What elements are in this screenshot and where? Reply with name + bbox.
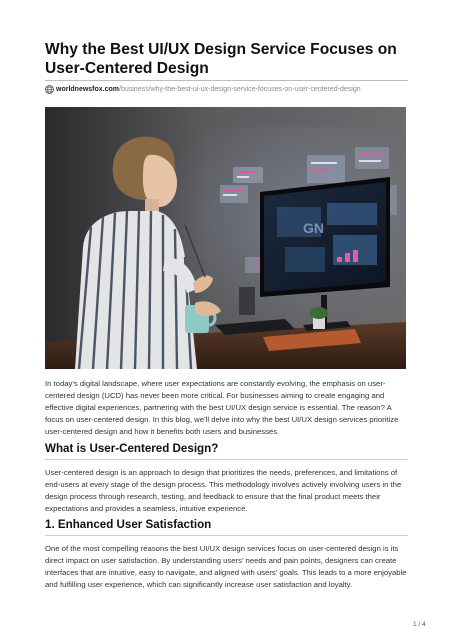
section-heading-user-satisfaction: 1. Enhanced User Satisfaction (45, 518, 212, 531)
page-number: 1 / 4 (413, 621, 426, 628)
monitor-screen-text: GN (303, 220, 324, 236)
title-divider (45, 80, 408, 81)
globe-icon (45, 85, 54, 94)
article-title: Why the Best UI/UX Design Service Focuses on User-Centered Design (45, 41, 397, 77)
intro-paragraph: In today’s digital landscape, where user expectations are constantly evolving, the emphasis on user-centered design (UCD) has never been more critical. For businesses aiming to create engaging and effective digital experiences, partnering with the best UI/UX design service is essential. The reason? A focus on user-centered design. In this blog, we’ll delve into why the best UI/UX design services prioritize user-centered design and how it benefits both users and businesses. (45, 379, 399, 437)
section-paragraph-user-satisfaction: One of the most compelling reasons the best UI/UX design services focus on user-centered design is its direct impact on user satisfaction. By understanding users’ needs and pain points, designers can create interfaces that are intuitive, easy to navigate, and aligned with users’ goals. This leads to a more enjoyable and fulfilling user experience, which can significantly increase user satisfaction and loyalty. (45, 544, 407, 590)
source-domain: worldnewsfox.com (56, 85, 120, 93)
source-url[interactable] (45, 83, 361, 95)
source-path: /business/why-the-best-ui-ux-design-service-focuses-on-user-centered-design (119, 85, 361, 93)
section-divider (45, 459, 408, 460)
section-paragraph-what-is-ucd: User-centered design is an approach to design that prioritizes the needs, preferences, and limitations of end-users at every stage of the design process. This methodology involves actively involving users in the design process through research, testing, and feedback to ensure that the final product meets their expectations and provides a seamless, intuitive experience. (45, 468, 402, 514)
pen-holder (239, 287, 255, 315)
section-divider (45, 535, 408, 536)
section-heading-what-is-ucd: What is User-Centered Design? (45, 442, 219, 455)
hero-image (45, 107, 406, 369)
